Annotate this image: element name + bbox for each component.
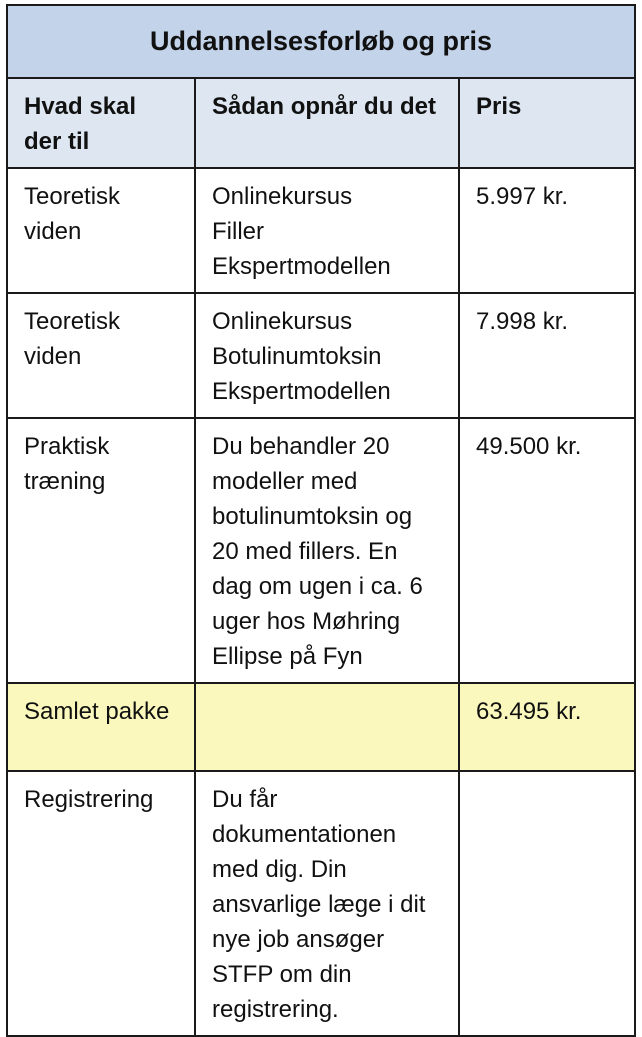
pricing-table [6,4,636,1037]
header-cell-price: Pris [459,78,635,168]
header-cell-how: Sådan opnår du det [195,78,459,168]
table-row [7,418,635,683]
cell-how [195,293,459,418]
total-row [7,683,635,771]
table-row [7,771,635,1036]
title-row [7,5,635,78]
header-cell-what: Hvad skal der til [7,78,195,168]
cell-how-line: Filler [212,218,264,245]
cell-price: 63.495 kr. [459,683,635,771]
cell-how-empty [195,683,459,771]
cell-what: Teoretisk viden [7,293,195,418]
cell-price: 49.500 kr. [459,418,635,683]
cell-price: 5.997 kr. [459,168,635,293]
cell-what: Praktisk træning [7,418,195,683]
cell-what: Samlet pakke [7,683,195,771]
cell-what: Registrering [7,771,195,1036]
cell-what: Teoretisk viden [7,168,195,293]
cell-how: Du behandler 20 modeller med botulinumtoksin og 20 med fillers. En dag om ugen i ca. 6 uger hos Møhring Ellipse på Fyn [195,418,459,683]
cell-how [195,168,459,293]
cell-how-line: Onlinekursus [212,183,353,210]
cell-price [459,771,635,1036]
table-title: Uddannelsesforløb og pris [7,5,635,78]
cell-how: Du får dokumentationen med dig. Din ansvarlige læge i dit nye job ansøger STFP om din registrering. [195,771,459,1036]
table-row [7,168,635,293]
cell-how-line: Onlinekursus [212,308,353,335]
cell-how-line: Ekspertmodellen [212,378,391,405]
table-row [7,293,635,418]
cell-how-line: Botulinumtoksin [212,343,382,370]
header-row [7,78,635,168]
cell-price: 7.998 kr. [459,293,635,418]
cell-how-line: Ekspertmodellen [212,253,391,280]
